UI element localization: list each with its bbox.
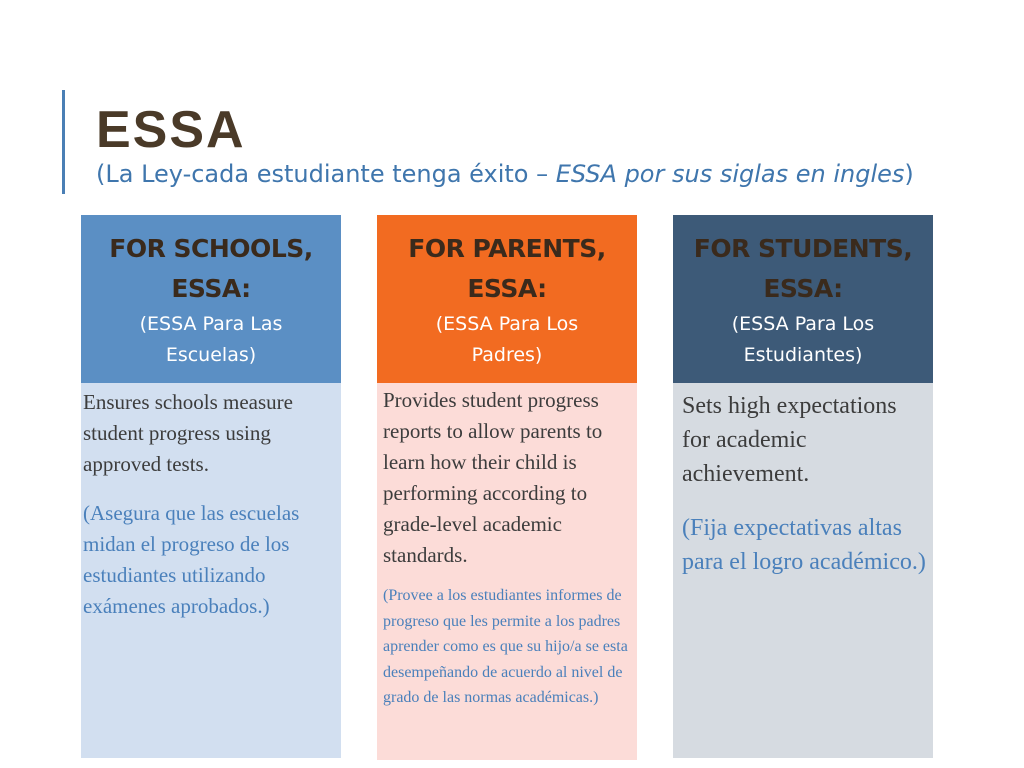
parents-column <box>377 215 637 760</box>
students-heading-line1: FOR STUDENTS, <box>693 234 913 263</box>
students-english-text: Sets high expectations for academic achievement. <box>682 393 897 487</box>
subtitle-text: (La Ley-cada estudiante tenga éxito – <box>96 160 556 188</box>
schools-header <box>81 215 341 383</box>
students-spanish-heading-line2: Estudiantes) <box>743 344 863 366</box>
students-header <box>673 215 933 383</box>
schools-heading-line2: ESSA: <box>171 274 251 303</box>
slide-subtitle <box>96 158 914 190</box>
students-body <box>673 383 933 758</box>
schools-spanish-heading-line1: (ESSA Para Las <box>139 313 283 335</box>
students-spanish-text: (Fija expectativas altas para el logro académico.) <box>682 515 926 575</box>
schools-spanish-text: (Asegura que las escuelas midan el progreso de los estudiantes utilizando exámenes aprobados.) <box>83 501 300 618</box>
students-heading-line2: ESSA: <box>763 274 843 303</box>
subtitle-closing: ) <box>904 160 914 188</box>
parents-spanish-text: (Provee a los estudiantes informes de progreso que les permite a los padres aprender como es que su hijo/a se esta desempeñando de acuerdo al nivel de grado de las normas académicas.) <box>383 587 628 706</box>
parents-header <box>377 215 637 383</box>
schools-column <box>81 215 341 758</box>
schools-english-text: Ensures schools measure student progress using approved tests. <box>83 390 293 476</box>
parents-spanish-heading-line2: Padres) <box>471 344 543 366</box>
students-spanish-heading-line1: (ESSA Para Los <box>731 313 875 335</box>
parents-body <box>377 383 637 760</box>
title-accent-bar <box>62 90 65 194</box>
schools-heading-line1: FOR SCHOOLS, <box>109 234 313 263</box>
students-column <box>673 215 933 758</box>
parents-spanish-heading-line1: (ESSA Para Los <box>435 313 579 335</box>
schools-body <box>81 383 341 758</box>
parents-heading-line2: ESSA: <box>467 274 547 303</box>
slide-title: ESSA <box>96 101 246 159</box>
schools-spanish-heading-line2: Escuelas) <box>165 344 257 366</box>
subtitle-italic-text: ESSA por sus siglas en ingles <box>555 160 905 188</box>
parents-english-text: Provides student progress reports to allow parents to learn how their child is performing according to grade-level academic standards. <box>383 388 603 567</box>
parents-heading-line1: FOR PARENTS, <box>408 234 606 263</box>
